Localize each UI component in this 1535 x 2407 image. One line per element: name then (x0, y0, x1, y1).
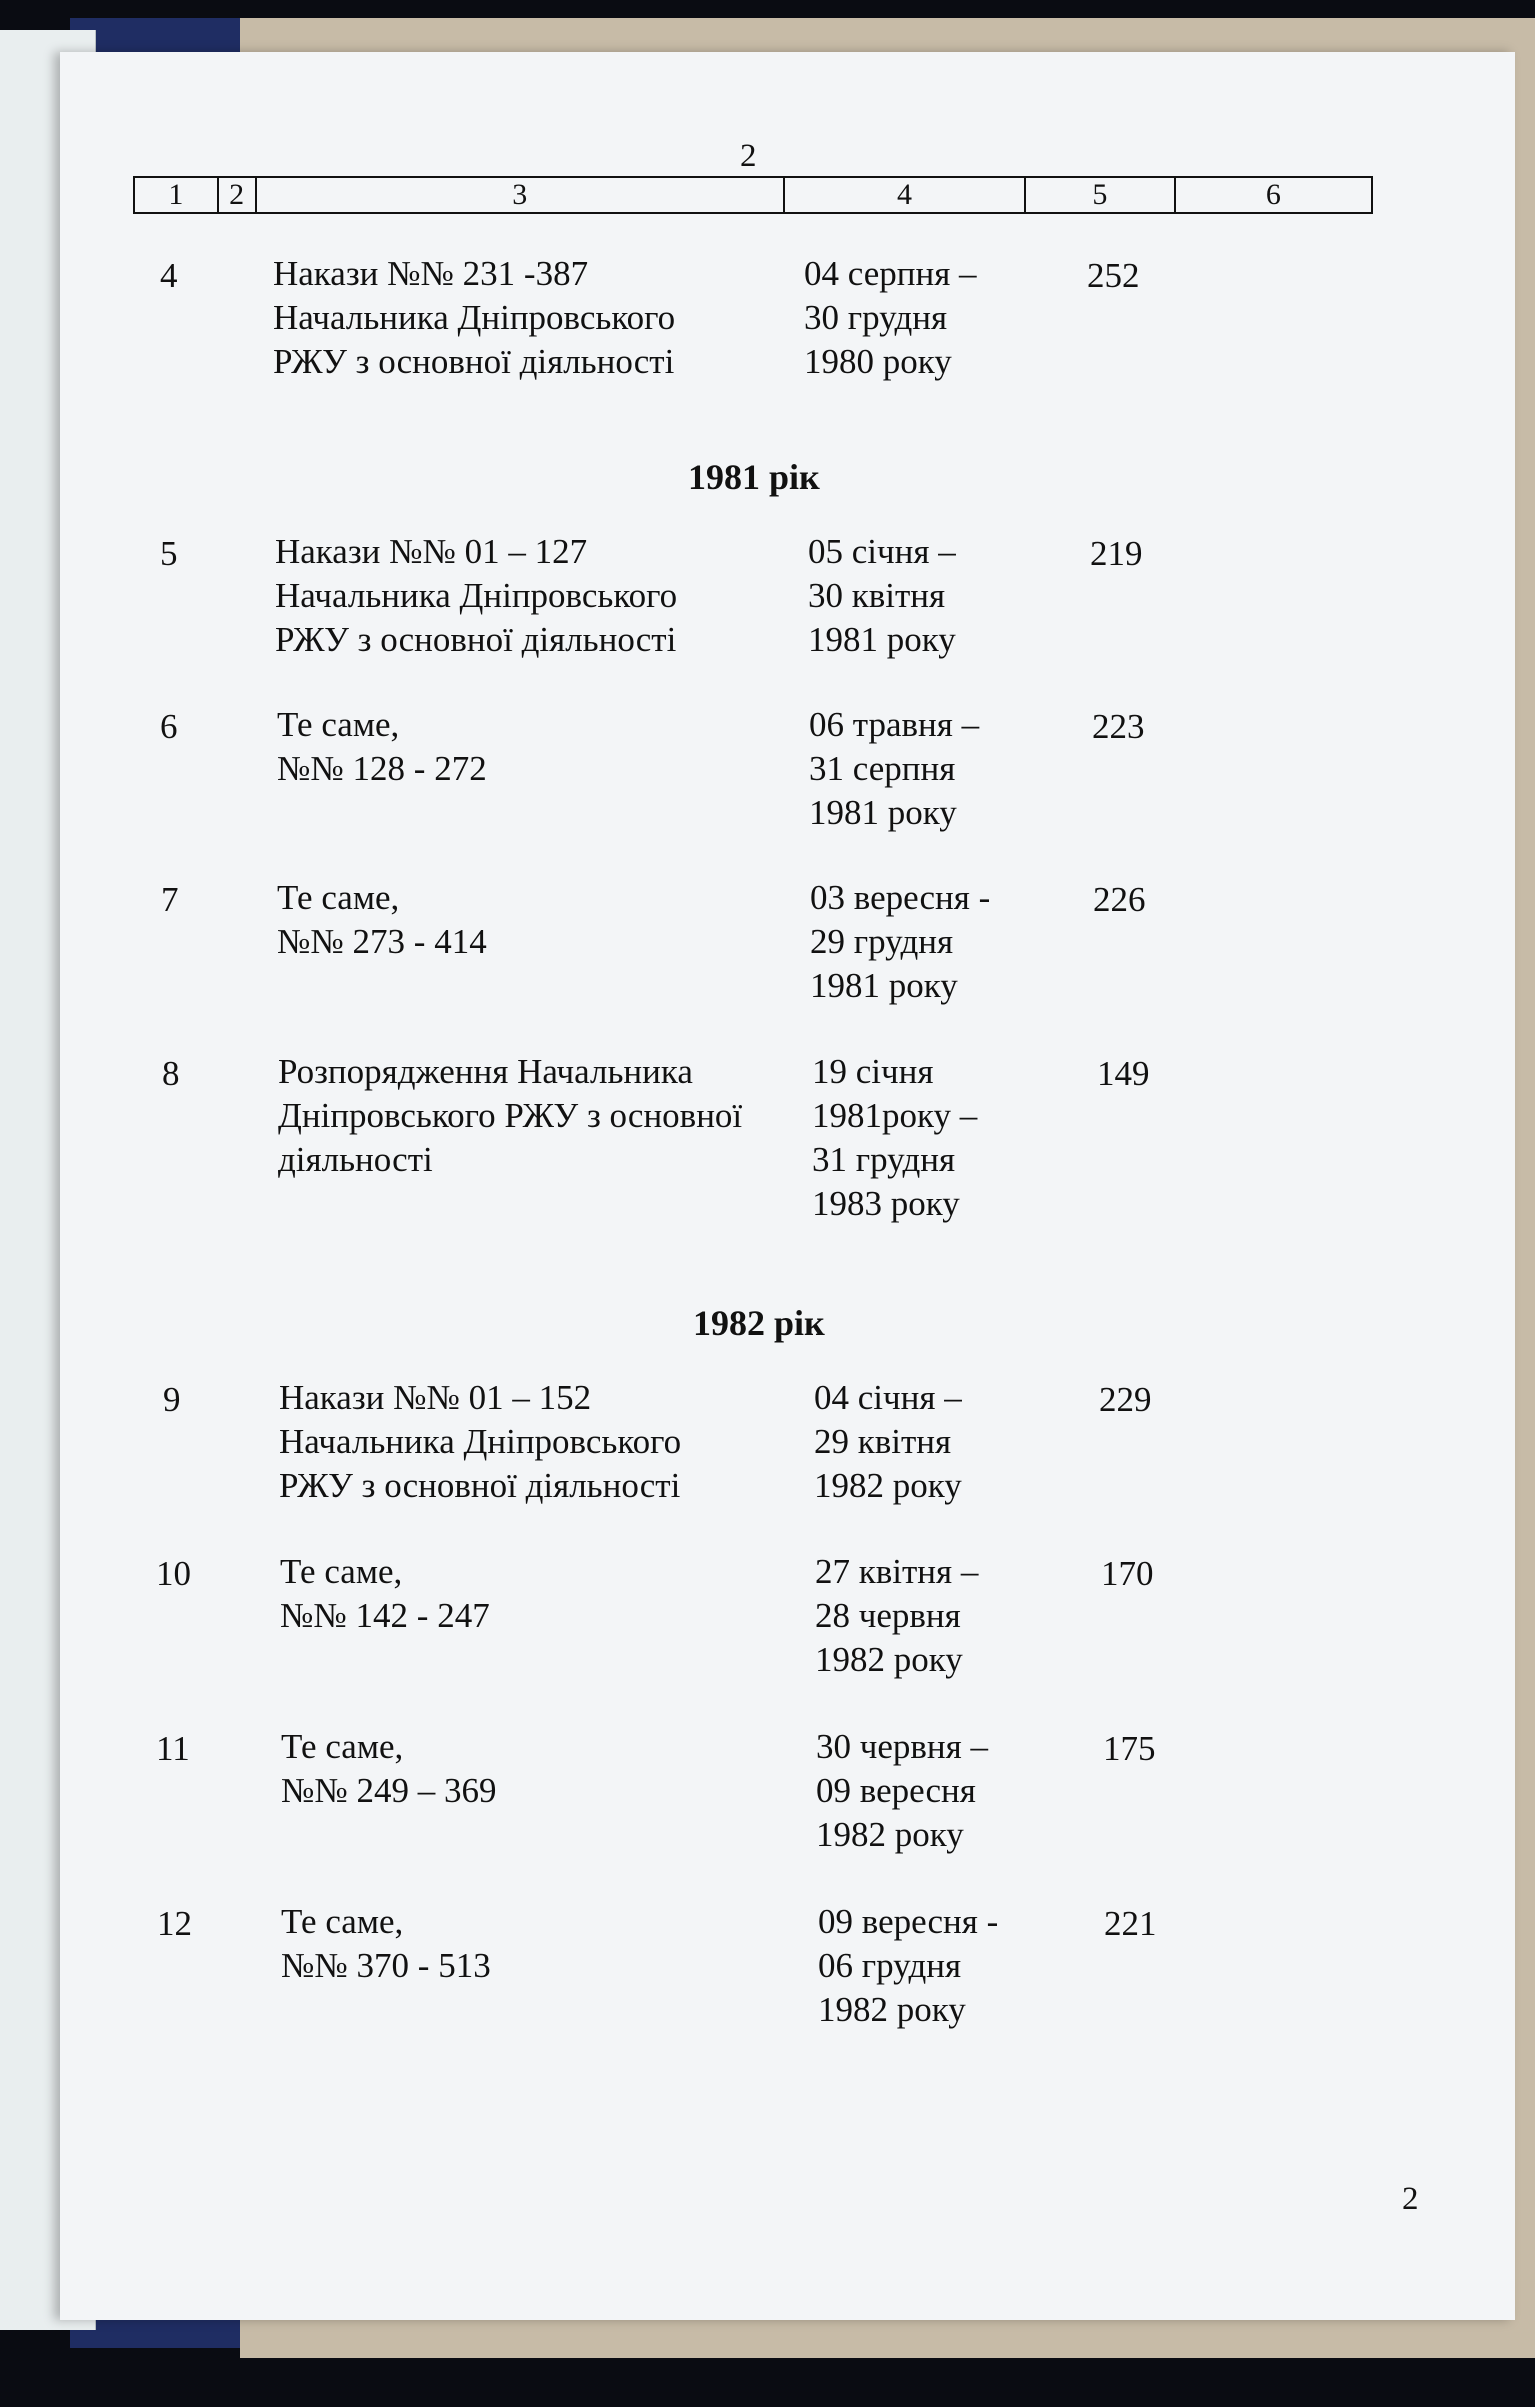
column-header-4: 4 (783, 178, 1024, 212)
entry-number: 12 (157, 1904, 192, 1943)
page-number-top: 2 (740, 138, 757, 174)
entry-title: Накази №№ 01 – 152 Начальника Дніпровського РЖУ з основної діяльності (279, 1378, 682, 1505)
entry-sheet-count: 226 (1093, 880, 1146, 919)
entry-title: Накази №№ 01 – 127 Начальника Дніпровського РЖУ з основної діяльності (275, 532, 678, 659)
entry-number: 7 (161, 880, 179, 919)
page-number-footer: 2 (1402, 2181, 1419, 2217)
entry-sheet-count: 252 (1087, 256, 1140, 295)
column-header-row (133, 176, 1373, 214)
column-header-5: 5 (1024, 178, 1174, 212)
entry-sheet-count: 170 (1101, 1554, 1154, 1593)
column-header-1: 1 (168, 178, 184, 211)
entry-sheet-count: 221 (1104, 1904, 1157, 1943)
entry-sheet-count: 229 (1099, 1380, 1152, 1419)
entry-title: Те саме, №№ 142 - 247 (280, 1552, 490, 1635)
entry-sheet-count: 223 (1092, 707, 1145, 746)
entry-sheet-count: 175 (1103, 1729, 1156, 1768)
entry-number: 8 (162, 1054, 180, 1093)
entry-title: Розпорядження Начальника Дніпровського РЖУ з основної діяльності (278, 1052, 743, 1179)
entry-title: Те саме, №№ 128 - 272 (277, 705, 487, 788)
column-header-6: 6 (1174, 178, 1371, 212)
entry-title: Накази №№ 231 -387 Начальника Дніпровського РЖУ з основної діяльності (273, 254, 676, 381)
entry-number: 5 (160, 534, 178, 573)
entry-sheet-count: 149 (1097, 1054, 1150, 1093)
entry-dates: 05 січня – 30 квітня 1981 року (808, 532, 956, 659)
entry-dates: 04 серпня – 30 грудня 1980 року (804, 254, 977, 381)
entry-title: Те саме, №№ 273 - 414 (277, 878, 487, 961)
entry-dates: 30 червня – 09 вересня 1982 року (816, 1727, 988, 1854)
entry-number: 10 (156, 1554, 191, 1593)
entry-number: 9 (163, 1380, 181, 1419)
entry-dates: 09 вересня - 06 грудня 1982 року (818, 1902, 999, 2029)
column-header-2: 2 (217, 178, 255, 212)
year-heading: 1982 рік (693, 1303, 825, 1343)
entry-number: 4 (160, 256, 178, 295)
entry-number: 11 (156, 1729, 190, 1768)
entry-dates: 27 квітня – 28 червня 1982 року (815, 1552, 979, 1679)
entry-title: Те саме, №№ 249 – 369 (281, 1727, 497, 1810)
entry-number: 6 (160, 707, 178, 746)
year-heading: 1981 рік (688, 457, 820, 497)
entry-dates: 06 травня – 31 серпня 1981 року (809, 705, 980, 832)
column-header-3: 3 (255, 178, 783, 212)
entry-title: Те саме, №№ 370 - 513 (281, 1902, 491, 1985)
entry-sheet-count: 219 (1090, 534, 1143, 573)
entry-dates: 19 січня 1981року – 31 грудня 1983 року (812, 1052, 978, 1223)
entry-dates: 04 січня – 29 квітня 1982 року (814, 1378, 962, 1505)
entry-dates: 03 вересня - 29 грудня 1981 року (810, 878, 991, 1005)
document-page (60, 52, 1515, 2320)
